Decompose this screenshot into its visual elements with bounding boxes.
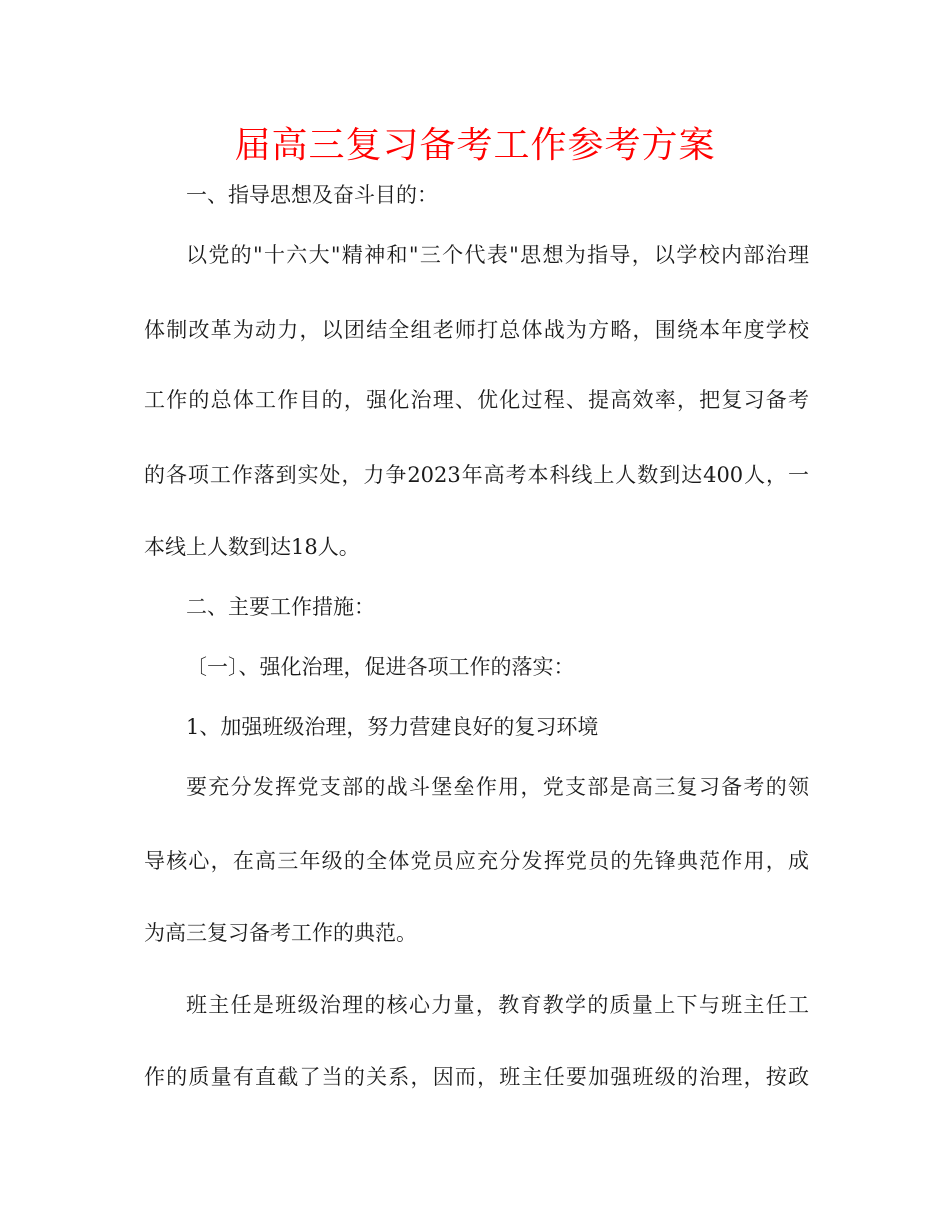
item-heading: 1、加强班级治理，努力营建良好的复习环境 bbox=[186, 715, 599, 739]
paragraph-line: 的各项工作落到实处，力争2023年高考本科线上人数到达400人，一 bbox=[144, 463, 809, 487]
section-heading-1: 一、指导思想及奋斗目的： bbox=[186, 183, 438, 207]
subsection-heading: 〔一〕、强化治理，促进各项工作的落实： bbox=[186, 655, 575, 679]
section-heading-2: 二、主要工作措施： bbox=[186, 595, 375, 619]
paragraph-line: 为高三复习备考工作的典范。 bbox=[144, 921, 417, 945]
paragraph-line: 班主任是班级治理的核心力量，教育教学的质量上下与班主任工 bbox=[186, 993, 809, 1017]
paragraph-line: 体制改革为动力，以团结全组老师打总体战为方略，围绕本年度学校 bbox=[144, 318, 809, 342]
document-title: 届高三复习备考工作参考方案 bbox=[234, 125, 716, 166]
paragraph-line: 本线上人数到达18人。 bbox=[144, 535, 360, 559]
paragraph-line: 要充分发挥党支部的战斗堡垒作用，党支部是高三复习备考的领 bbox=[186, 775, 809, 799]
paragraph-line: 以党的"十六大"精神和"三个代表"思想为指导，以学校内部治理 bbox=[186, 243, 809, 267]
paragraph-line: 导核心，在高三年级的全体党员应充分发挥党员的先锋典范作用，成 bbox=[144, 849, 809, 873]
paragraph-line: 工作的总体工作目的，强化治理、优化过程、提高效率，把复习备考 bbox=[144, 388, 809, 412]
paragraph-line: 作的质量有直截了当的关系，因而，班主任要加强班级的治理，按政 bbox=[144, 1065, 809, 1089]
